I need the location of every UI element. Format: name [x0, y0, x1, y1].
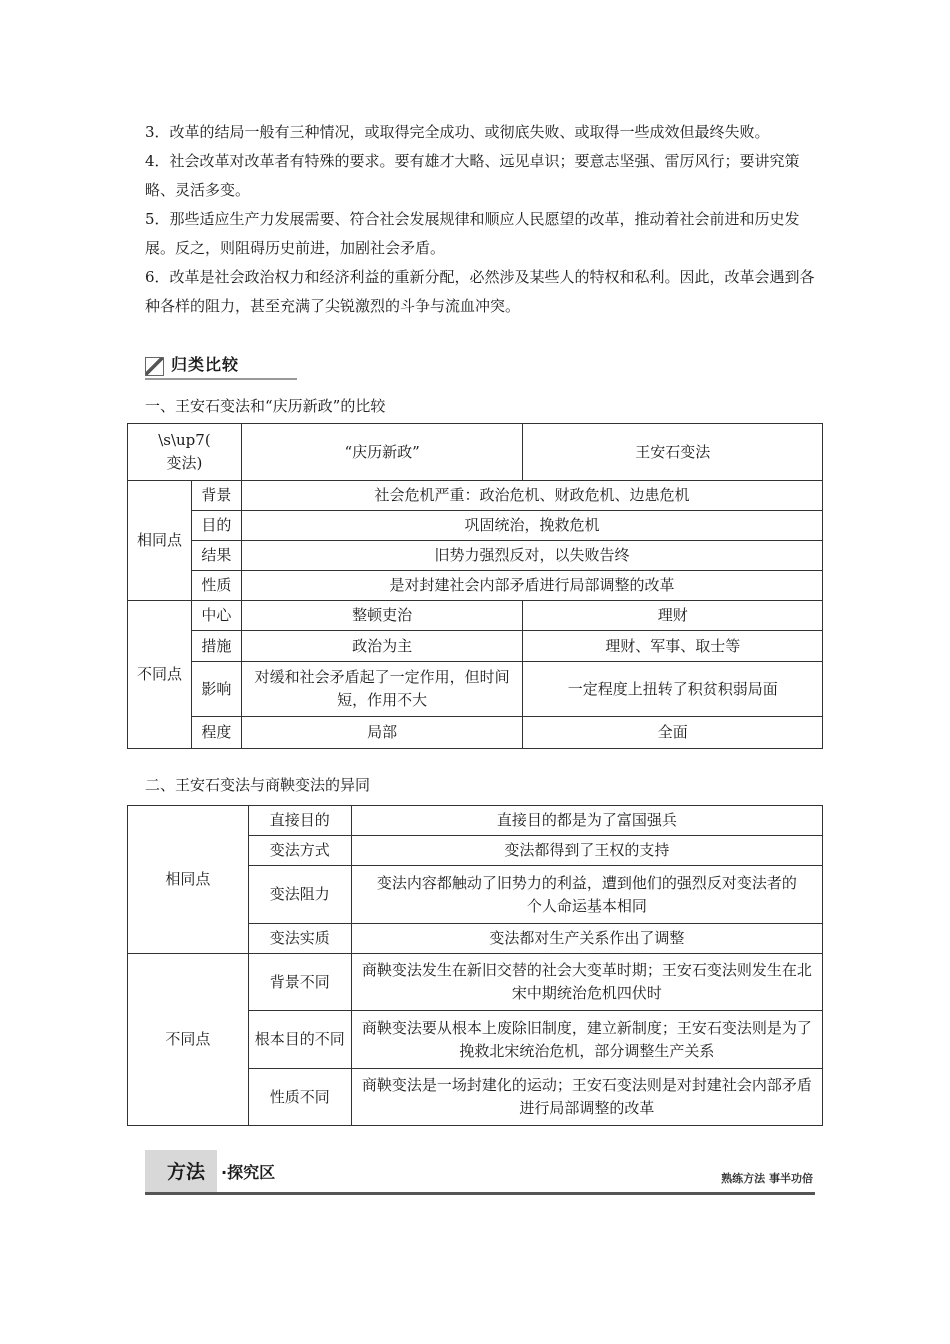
row-key: 结果: [191, 541, 241, 571]
row-value: 商鞅变法是一场封建化的运动；王安石变法则是对封建社会内部矛盾进行局部调整的改革: [351, 1069, 822, 1126]
row-value: 巩固统治，挽救危机: [241, 511, 822, 541]
banner-slogan: 熟练方法 事半功倍: [721, 1172, 813, 1185]
table-row: [128, 571, 823, 601]
row-value: 直接目的都是为了富国强兵: [351, 806, 822, 836]
point-3: 3．改革的结局一般有三种情况，或取得完全成功、或彻底失败、或取得一些成效但最终失败。: [145, 123, 770, 141]
row-value-qingli: 局部: [241, 717, 523, 749]
point-4: 4．社会改革对改革者有特殊的要求。要有雄才大略、远见卓识；要意志坚强、雷厉风行；要讲究策略、灵活多变。: [145, 152, 800, 199]
method-section-banner: [145, 1150, 815, 1195]
row-value-qingli: 政治为主: [241, 631, 523, 662]
comparison2-heading: 二、王安石变法与商鞅变法的异同: [145, 776, 371, 794]
comparison1-heading: 一、王安石变法和“庆历新政”的比较: [145, 397, 386, 415]
diff-label: 不同点: [128, 954, 249, 1126]
comparison2-table: [127, 805, 823, 1126]
row-value-qingli: 对缓和社会矛盾起了一定作用，但时间短，作用不大: [241, 662, 523, 717]
row-key: 性质: [191, 571, 241, 601]
same-label: 相同点: [128, 481, 192, 601]
section-header: [145, 354, 297, 380]
row-value: 变法都得到了王权的支持: [351, 836, 822, 866]
row-key: 根本目的不同: [248, 1011, 351, 1069]
row-value: 社会危机严重：政治危机、财政危机、边患危机: [241, 481, 822, 511]
row-key: 直接目的: [248, 806, 351, 836]
row-key: 变法实质: [248, 924, 351, 954]
row-value-wanganshi: 一定程度上扭转了积贫积弱局面: [523, 662, 823, 717]
table-row: [128, 511, 823, 541]
row-value: 旧势力强烈反对，以失败告终: [241, 541, 822, 571]
row-value: 商鞅变法要从根本上废除旧制度，建立新制度；王安石变法则是为了挽救北宋统治危机，部分调整生产关系: [351, 1011, 822, 1069]
same-label: 相同点: [128, 806, 249, 954]
table-row: [128, 806, 823, 836]
row-key: 背景: [191, 481, 241, 511]
row-key: 措施: [191, 631, 241, 662]
row-value: 变法都对生产关系作出了调整: [351, 924, 822, 954]
table-row: [128, 481, 823, 511]
banner-title: 方法: [167, 1161, 206, 1183]
reform-points: [145, 118, 817, 321]
table-header-row: [128, 424, 823, 481]
table-row: [128, 541, 823, 571]
row-value-wanganshi: 理财、军事、取士等: [523, 631, 823, 662]
row-value: 商鞅变法发生在新旧交替的社会大变革时期；王安石变法则发生在北宋中期统治危机四伏时: [351, 954, 822, 1011]
section-title: 归类比较: [171, 355, 240, 374]
diff-label: 不同点: [128, 601, 192, 749]
table-row: [128, 662, 823, 717]
corner-line: \s\up7(: [158, 431, 211, 449]
row-value-wanganshi: 理财: [523, 601, 823, 631]
row-key: 影响: [191, 662, 241, 717]
row-value: 是对封建社会内部矛盾进行局部调整的改革: [241, 571, 822, 601]
column-header-wanganshi: 王安石变法: [523, 424, 823, 481]
column-header-qingli: “庆历新政”: [241, 424, 523, 481]
banner-subtitle: ·探究区: [221, 1163, 276, 1182]
row-key: 背景不同: [248, 954, 351, 1011]
row-value: 变法内容都触动了旧势力的利益，遭到他们的强烈反对变法者的个人命运基本相同: [351, 866, 822, 924]
corner-cell: [128, 424, 242, 481]
point-6: 6．改革是社会政治权力和经济利益的重新分配，必然涉及某些人的特权和私利。因此，改革会遇到各种各样的阻力，甚至充满了尖锐激烈的斗争与流血冲突。: [145, 268, 815, 315]
corner-line: 变法): [166, 454, 203, 472]
row-value-wanganshi: 全面: [523, 717, 823, 749]
table-row: [128, 717, 823, 749]
row-key: 性质不同: [248, 1069, 351, 1126]
table-row: [128, 954, 823, 1011]
point-5: 5．那些适应生产力发展需要、符合社会发展规律和顺应人民愿望的改革，推动着社会前进和历史发展。反之，则阻碍历史前进，加剧社会矛盾。: [145, 210, 800, 257]
row-key: 变法阻力: [248, 866, 351, 924]
table-row: [128, 631, 823, 662]
row-key: 中心: [191, 601, 241, 631]
comparison1-table: [127, 423, 823, 749]
row-key: 程度: [191, 717, 241, 749]
table-row: [128, 601, 823, 631]
row-value-qingli: 整顿吏治: [241, 601, 523, 631]
section-marker-icon: [145, 357, 164, 376]
row-key: 目的: [191, 511, 241, 541]
row-key: 变法方式: [248, 836, 351, 866]
